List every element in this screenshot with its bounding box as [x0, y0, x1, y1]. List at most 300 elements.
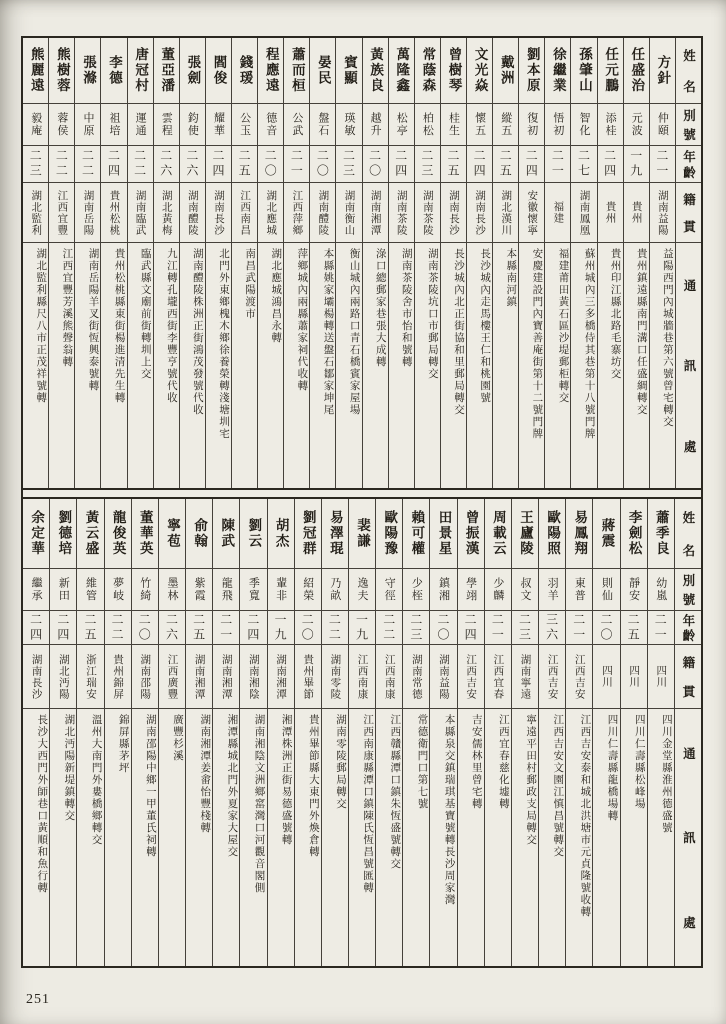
entry-column [620, 499, 647, 966]
entry-alias: 添桂 [598, 104, 623, 146]
entry-column [466, 38, 492, 488]
entry-origin: 江西宜春 [485, 645, 511, 709]
section-divider [23, 490, 701, 497]
header-char: 年 [680, 614, 695, 627]
header-char: 別 [680, 574, 695, 587]
entry-address: 長沙城內北正街協和里郵局轉交 [453, 248, 465, 416]
header-char: 訊 [681, 831, 696, 844]
directory-table-top [23, 38, 701, 490]
entry-column [538, 499, 565, 966]
entry-alias: 雲程 [154, 104, 179, 146]
entry-column [335, 38, 361, 488]
entry-origin: 湖南長沙 [441, 183, 466, 243]
header-char: 籍 [681, 192, 696, 205]
entry-origin: 四川 [648, 645, 674, 709]
entry-alias: 公玉 [232, 104, 257, 146]
entry-name: 易澤琨 [322, 499, 348, 569]
entry-name: 常蔭森 [415, 38, 440, 104]
entry-address: 長沙大西門外師巷口黃順和魚行轉 [36, 714, 48, 894]
entry-name: 胡杰 [268, 499, 294, 569]
entry-age: 二五 [441, 146, 466, 183]
entry-column [23, 38, 48, 488]
entry-column [375, 499, 402, 966]
entry-column [414, 38, 440, 488]
entry-address: 湘潭株洲正街易德盛號轉 [280, 714, 292, 846]
entry-alias: 夢岐 [105, 569, 131, 611]
entry-name: 唐冠村 [128, 38, 153, 104]
entry-address: 貴州畢節縣大東門外煥倉轉 [307, 714, 319, 858]
entry-address: 湖北監利縣尺八市正茂祥號轉 [35, 248, 47, 404]
entry-column [511, 499, 538, 966]
entry-origin: 江西吉安 [458, 645, 484, 709]
header-char: 貫 [681, 220, 696, 233]
header-char: 通 [681, 746, 696, 760]
entry-column [131, 499, 158, 966]
entry-age: 二〇 [258, 146, 283, 183]
entry-origin: 湖北漢川 [493, 183, 518, 243]
entry-age: 二四 [389, 146, 414, 183]
entry-origin: 湖南長沙 [206, 183, 231, 243]
entry-alias: 新田 [50, 569, 76, 611]
entry-age: 二五 [186, 611, 212, 645]
entry-alias: 耀華 [206, 104, 231, 146]
entry-column [49, 499, 76, 966]
entry-alias: 輩非 [268, 569, 294, 611]
header-char: 訊 [681, 359, 696, 372]
entry-column [309, 38, 335, 488]
entry-alias: 乃畝 [322, 569, 348, 611]
entry-address: 湖南湘陰文洲鄉窰灣口河觀音閣側 [253, 714, 265, 894]
column-header-origin [675, 645, 701, 709]
entry-alias: 仲頤 [650, 104, 675, 146]
entry-alias: 守徑 [376, 569, 402, 611]
entry-age: 二四 [519, 146, 544, 183]
entry-name: 熊麗遠 [23, 38, 48, 104]
entry-name: 萬隆鑫 [389, 38, 414, 104]
entry-origin: 湖南湘陰 [240, 645, 266, 709]
entry-column [647, 499, 674, 966]
entry-name: 賴可權 [403, 499, 429, 569]
entry-age: 二四 [50, 611, 76, 645]
header-char: 名 [680, 543, 695, 556]
entry-address: 湖北應城鴻昌永轉 [270, 248, 282, 344]
entry-column [74, 38, 100, 488]
entry-name: 孫肇山 [571, 38, 596, 104]
entry-origin: 湖北監利 [23, 183, 48, 243]
entry-age: 二三 [23, 146, 48, 183]
entry-name: 俞翰 [186, 499, 212, 569]
entry-age: 二一 [650, 146, 675, 183]
entry-name: 劉冠群 [295, 499, 321, 569]
entry-origin: 福建 [545, 183, 570, 243]
entry-origin: 江西南康 [349, 645, 375, 709]
header-column [675, 38, 701, 488]
entry-address: 江西南康縣潭口鎮陳氏恆昌號匯轉 [362, 714, 374, 894]
column-header-age [676, 146, 701, 183]
entry-origin: 江西南昌 [232, 183, 257, 243]
entry-name: 徐繼業 [545, 38, 570, 104]
entry-address: 貴州松桃縣東街楊進清先生轉 [113, 248, 125, 404]
entry-origin: 湖南湘潭 [363, 183, 388, 243]
entry-origin: 湖南衡山 [336, 183, 361, 243]
entry-alias: 復初 [519, 104, 544, 146]
entry-address: 湖北沔陽新堤鎮轉交 [63, 714, 75, 822]
entry-address: 湖南茶陵舍市怡和號轉 [400, 248, 412, 368]
entry-alias: 公武 [284, 104, 309, 146]
entry-alias: 懷五 [467, 104, 492, 146]
entry-address: 衡山城內兩路口青石橋賓家屋場 [348, 248, 360, 416]
entry-origin: 湖北沔陽 [50, 645, 76, 709]
entry-address: 南昌武陽渡市 [244, 248, 256, 320]
entry-address: 臨武縣文廟前街轉圳上交 [139, 248, 151, 380]
entry-column [267, 499, 294, 966]
entry-address: 九江轉孔壠西街李豐亨號代收 [165, 248, 177, 404]
entry-name: 李劍松 [621, 499, 647, 569]
entry-address: 湖南湘潭姜畬怡豐棧轉 [199, 714, 211, 834]
header-char: 姓 [681, 49, 696, 62]
entry-name: 裴謙 [349, 499, 375, 569]
entry-age: 二〇 [430, 611, 456, 645]
entry-age: 二五 [77, 611, 103, 645]
entry-alias: 越升 [363, 104, 388, 146]
entry-origin: 湖南長沙 [23, 645, 49, 709]
entry-age: 二二 [376, 611, 402, 645]
entry-address: 萍鄉城內兩縣蕭家祠代收轉 [296, 248, 308, 392]
entry-origin: 湖南臨武 [128, 183, 153, 243]
entry-origin: 湖南醴陵 [180, 183, 205, 243]
entry-alias: 悟初 [545, 104, 570, 146]
header-char: 別 [681, 109, 696, 122]
entry-name: 蔣震 [593, 499, 619, 569]
entry-alias: 繼承 [23, 569, 49, 611]
entry-origin: 貴州錦屏 [105, 645, 131, 709]
entry-address: 溫州大南門外婁橋鄉轉交 [90, 714, 102, 846]
entry-origin: 貴州畢節 [295, 645, 321, 709]
entry-age: 二五 [621, 611, 647, 645]
entry-column [321, 499, 348, 966]
column-header-origin [676, 183, 701, 243]
header-char: 號 [681, 127, 696, 140]
entry-name: 任盛治 [624, 38, 649, 104]
entry-column [623, 38, 649, 488]
entry-alias: 祖培 [101, 104, 126, 146]
entry-origin: 湖南茶陵 [389, 183, 414, 243]
entry-address: 四川仁壽縣松峰場 [633, 714, 645, 810]
entry-column [388, 38, 414, 488]
entry-address: 本縣泉交鎮瑞琪基寶號轉長沙周家灣 [443, 714, 455, 906]
entry-column [212, 499, 239, 966]
header-char: 齡 [680, 628, 695, 641]
entry-alias: 季寬 [240, 569, 266, 611]
entry-alias: 東普 [566, 569, 592, 611]
entry-column [570, 38, 596, 488]
entry-column [179, 38, 205, 488]
header-column [674, 499, 701, 966]
entry-name: 董華英 [132, 499, 158, 569]
entry-alias: 智化 [571, 104, 596, 146]
table-frame [21, 36, 703, 968]
entry-origin: 湖南常德 [403, 645, 429, 709]
column-header-name [676, 38, 701, 104]
entry-address: 湘潭縣城北門外夏家大屋交 [226, 714, 238, 858]
entry-age: 二三 [403, 611, 429, 645]
entry-name: 張滌 [75, 38, 100, 104]
entry-name: 曾振漢 [458, 499, 484, 569]
entry-alias: 紫霞 [186, 569, 212, 611]
entry-origin: 湖南益陽 [650, 183, 675, 243]
entry-column [457, 499, 484, 966]
entry-address: 江西吉安泰和城北洪塘市元貞隆號收轉 [579, 714, 591, 918]
entry-origin: 貴州 [624, 183, 649, 243]
entry-column [362, 38, 388, 488]
entry-age: 二四 [240, 611, 266, 645]
entry-address: 錦屏縣茅坪 [117, 714, 129, 774]
entry-column [429, 499, 456, 966]
entry-column [294, 499, 321, 966]
entry-column [158, 499, 185, 966]
entry-age: 二一 [485, 611, 511, 645]
entry-name: 歐陽照 [539, 499, 565, 569]
entry-name: 劉云 [240, 499, 266, 569]
entry-column [440, 38, 466, 488]
entry-column [484, 499, 511, 966]
entry-address: 四川仁壽縣龍橋場轉 [606, 714, 618, 822]
entry-age: 二四 [23, 611, 49, 645]
entry-name: 張劍 [180, 38, 205, 104]
entry-age: 二四 [598, 146, 623, 183]
entry-column [518, 38, 544, 488]
page-number: 251 [26, 992, 50, 1007]
header-char: 名 [681, 79, 696, 92]
entry-address: 江西贛縣潭口鎮朱恆盛號轉交 [389, 714, 401, 870]
entry-age: 二四 [206, 146, 231, 183]
entry-name: 熊樹蓉 [49, 38, 74, 104]
entry-column [185, 499, 212, 966]
entry-age: 二三 [336, 146, 361, 183]
entry-alias: 紹榮 [295, 569, 321, 611]
entry-name: 王廬陵 [512, 499, 538, 569]
column-header-address [675, 709, 701, 966]
entry-column [205, 38, 231, 488]
entry-column [153, 38, 179, 488]
entry-age: 二〇 [295, 611, 321, 645]
entry-age: 二一 [213, 611, 239, 645]
entry-alias: 柏松 [415, 104, 440, 146]
entry-address: 江西吉安文園江慎昌號轉交 [552, 714, 564, 858]
entry-address: 湖南岳陽羊叉街恆興泰號轉 [87, 248, 99, 392]
entry-age: 二四 [467, 146, 492, 183]
entry-origin: 湖南長沙 [467, 183, 492, 243]
header-char: 貫 [680, 685, 695, 698]
entry-column [23, 499, 49, 966]
entry-address: 吉安儒林里曾宅轉 [470, 714, 482, 810]
entry-name: 賓顯 [336, 38, 361, 104]
entry-alias: 墨林 [159, 569, 185, 611]
entry-column [100, 38, 126, 488]
header-char: 處 [681, 439, 696, 453]
entry-address: 廣豐杉溪 [172, 714, 184, 762]
entry-column [48, 38, 74, 488]
entry-column [231, 38, 257, 488]
entry-alias: 中原 [75, 104, 100, 146]
entry-alias: 蓉侯 [49, 104, 74, 146]
entry-name: 方針 [650, 38, 675, 104]
entry-name: 劉本原 [519, 38, 544, 104]
entry-name: 黃族良 [363, 38, 388, 104]
entry-address: 本縣南河鎮 [505, 248, 517, 308]
entry-name: 閻俊 [206, 38, 231, 104]
entry-origin: 貴州 [598, 183, 623, 243]
entry-alias: 縱五 [493, 104, 518, 146]
entry-origin: 貴州松桃 [101, 183, 126, 243]
entry-alias: 龍飛 [213, 569, 239, 611]
entry-alias: 元波 [624, 104, 649, 146]
entry-name: 文光焱 [467, 38, 492, 104]
entry-name: 余定華 [23, 499, 49, 569]
header-char: 籍 [680, 655, 695, 668]
entry-age: 二〇 [593, 611, 619, 645]
entry-age: 二二 [322, 611, 348, 645]
entry-column [492, 38, 518, 488]
entry-age: 二六 [154, 146, 179, 183]
entry-alias: 盤石 [310, 104, 335, 146]
entry-alias: 靜安 [621, 569, 647, 611]
column-header-name [675, 499, 701, 569]
entry-address: 長沙城內走馬樓王仁和桃園號 [479, 248, 491, 404]
entry-alias: 維管 [77, 569, 103, 611]
entry-age: 一九 [268, 611, 294, 645]
directory-table-bottom [23, 497, 701, 966]
entry-origin: 湖南醴陵 [310, 183, 335, 243]
entry-origin: 湖南寧遠 [512, 645, 538, 709]
entry-alias: 鈞使 [180, 104, 205, 146]
entry-column [104, 499, 131, 966]
entry-origin: 湖南湘潭 [213, 645, 239, 709]
entry-name: 李德 [101, 38, 126, 104]
entry-origin: 湖南零陵 [322, 645, 348, 709]
entry-alias: 少桎 [403, 569, 429, 611]
entry-alias: 鎮湘 [430, 569, 456, 611]
entry-address: 江西宜豐芳溪熊聲翁轉 [61, 248, 73, 368]
entry-name: 任元鵬 [598, 38, 623, 104]
entry-alias: 瑛敏 [336, 104, 361, 146]
entry-column [565, 499, 592, 966]
entry-name: 周載云 [485, 499, 511, 569]
entry-name: 程應遠 [258, 38, 283, 104]
entry-age: 二六 [180, 146, 205, 183]
header-char: 年 [681, 149, 696, 163]
entry-alias: 運通 [128, 104, 153, 146]
entry-column [592, 499, 619, 966]
entry-column [402, 499, 429, 966]
entry-name: 歐陽豫 [376, 499, 402, 569]
entry-address: 益陽西門內城牆巷第六號曾宅轉交 [661, 248, 673, 428]
entry-address: 淥口總郵家巷張大成轉 [374, 248, 386, 368]
entry-address: 四川金堂縣淮州德盛號 [660, 714, 672, 834]
entry-origin: 四川 [621, 645, 647, 709]
entry-name: 龍俊英 [105, 499, 131, 569]
entry-origin: 湖北應城 [258, 183, 283, 243]
entry-column [76, 499, 103, 966]
column-header-alias [676, 104, 701, 146]
entry-alias: 羽羊 [539, 569, 565, 611]
entry-address: 安慶建設門內寶善庵街第十二號門牌 [531, 248, 543, 440]
entry-column [239, 499, 266, 966]
entry-origin: 湖南益陽 [430, 645, 456, 709]
entry-alias: 少麟 [485, 569, 511, 611]
entry-origin: 江西宜豐 [49, 183, 74, 243]
entry-name: 曾樹琴 [441, 38, 466, 104]
entry-address: 湖南醴陵株洲正街鴻茂發號代收 [191, 248, 203, 416]
entry-age: 二五 [493, 146, 518, 183]
entry-address: 湖南邵陽中鄉一甲董氏祠轉 [144, 714, 156, 858]
column-header-address [676, 243, 701, 488]
entry-name: 晏民 [310, 38, 335, 104]
entry-age: 二五 [232, 146, 257, 183]
entry-origin: 湖南茶陵 [415, 183, 440, 243]
entry-name: 易鳳翔 [566, 499, 592, 569]
entry-name: 寧苞 [159, 499, 185, 569]
entry-name: 蕭而桓 [284, 38, 309, 104]
entry-alias: 松亭 [389, 104, 414, 146]
entry-alias: 學翊 [458, 569, 484, 611]
entry-age: 二二 [105, 611, 131, 645]
entry-origin: 江西南康 [376, 645, 402, 709]
entry-address: 本縣姚家壩楊轉送盤石鄒家坤尾 [322, 248, 334, 416]
entry-column [127, 38, 153, 488]
column-header-alias [675, 569, 701, 611]
entry-age: 二〇 [132, 611, 158, 645]
entry-age: 二六 [159, 611, 185, 645]
entry-address: 北門外東鄉槐木鄉徐養榮轉淺塘圳宅 [218, 248, 230, 440]
entry-address: 福建莆田黃石區沙堤郵柜轉交 [557, 248, 569, 404]
entry-address: 江西宜春慈化墟轉 [497, 714, 509, 810]
header-char: 號 [680, 592, 695, 605]
entry-column [649, 38, 675, 488]
entry-name: 陳武 [213, 499, 239, 569]
entry-age: 二二 [128, 146, 153, 183]
header-char: 姓 [680, 511, 695, 524]
entry-alias: 叔文 [512, 569, 538, 611]
entry-alias: 桂生 [441, 104, 466, 146]
entry-column [597, 38, 623, 488]
entry-origin: 浙江瑞安 [77, 645, 103, 709]
entry-origin: 江西吉安 [566, 645, 592, 709]
entry-origin: 湖南邵陽 [132, 645, 158, 709]
entry-age: 二一 [545, 146, 570, 183]
entry-origin: 湖北黃梅 [154, 183, 179, 243]
entry-age: 二〇 [363, 146, 388, 183]
entry-age: 二七 [571, 146, 596, 183]
entry-alias: 逸夫 [349, 569, 375, 611]
entry-origin: 江西萍鄉 [284, 183, 309, 243]
entry-origin: 湖南岳陽 [75, 183, 100, 243]
header-char: 齡 [681, 165, 696, 179]
entry-address: 湖南零陵郵局轉交 [334, 714, 346, 810]
entry-origin: 江西廣豐 [159, 645, 185, 709]
entry-origin: 湖南湘潭 [268, 645, 294, 709]
entry-address: 湖南茶陵坑口市郵局轉交 [426, 248, 438, 380]
entry-age: 二三 [415, 146, 440, 183]
entry-address: 蘇州城內三多橋侍其巷第十八號門牌 [583, 248, 595, 440]
entry-column [283, 38, 309, 488]
entry-address: 寧遠平田村郵政支局轉交 [525, 714, 537, 846]
entry-name: 錢瑗 [232, 38, 257, 104]
entry-age: 一九 [349, 611, 375, 645]
entry-alias: 竹綺 [132, 569, 158, 611]
entry-age: 二一 [648, 611, 674, 645]
column-header-age [675, 611, 701, 645]
